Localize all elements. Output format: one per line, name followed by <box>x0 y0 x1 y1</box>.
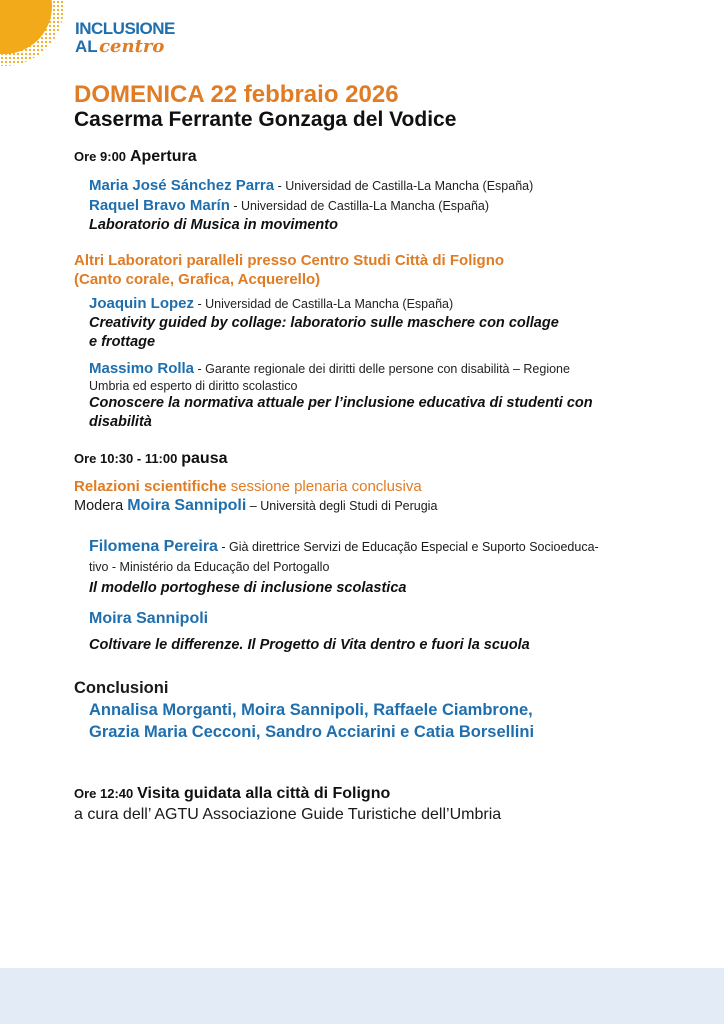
visit-time-line <box>74 783 684 804</box>
logo-cursive: centro <box>99 36 165 57</box>
logo-line1: INCLUSIONE <box>75 19 175 38</box>
conclusions-names-line2: Grazia Maria Cecconi, Sandro Acciarini e Catia Borsellini <box>89 723 535 741</box>
visit-label: Visita guidata alla città di Foligno <box>137 785 391 802</box>
parallel-header <box>74 251 684 289</box>
speaker-affiliation: tivo - Ministério da Educação del Portogallo <box>89 560 330 574</box>
speaker-affiliation: - Universidad de Castilla-La Mancha (España) <box>229 199 490 213</box>
moderator-affiliation: – Università degli Studi di Perugia <box>246 499 438 513</box>
speaker-affiliation-cont <box>89 558 684 577</box>
speaker-name: Raquel Bravo Marín <box>89 197 230 214</box>
speaker-row <box>89 176 684 196</box>
event-venue: Caserma Ferrante Gonzaga del Vodice <box>74 108 457 131</box>
talk-title-line2: e frottage <box>89 334 156 350</box>
conclusions-title: Conclusioni <box>74 679 169 697</box>
plenary-subtitle: sessione plenaria conclusiva <box>226 478 422 495</box>
opening-block <box>74 176 684 235</box>
speaker-name: Massimo Rolla <box>89 360 195 377</box>
speaker-name: Filomena Pereira <box>89 538 218 555</box>
event-date: DOMENICA 22 febbraio 2026 <box>74 81 399 108</box>
opening-time: Ore 9:00 <box>74 149 127 164</box>
plenary-speaker-block <box>74 536 684 598</box>
talk-title-line1: Creativity guided by collage: laboratorio sulle maschere con collage <box>89 315 559 331</box>
pause-label: pausa <box>181 450 228 467</box>
speaker-affiliation: - Già direttrice Servizi de Educação Especial e Suporto Socioeduca- <box>217 540 599 554</box>
talk-title: Il modello portoghese di inclusione scolastica <box>89 580 407 596</box>
logo-line2: AL centro <box>75 36 165 57</box>
speaker-name: Joaquin Lopez <box>89 295 194 312</box>
speaker-affiliation-cont <box>89 379 684 394</box>
moderator-prefix: Modera <box>74 498 128 514</box>
talk-title: Coltivare le differenze. Il Progetto di Vita dentro e fuori la scuola <box>89 637 530 653</box>
workshop-block <box>74 294 684 352</box>
speaker-row <box>89 294 684 314</box>
talk-title-line2: disabilità <box>89 414 152 430</box>
opening-time-line <box>74 146 684 167</box>
speaker-affiliation: - Universidad de Castilla-La Mancha (España) <box>274 179 534 193</box>
speaker-affiliation: - Garante regionale dei diritti delle persone con disabilità – Regione <box>194 362 570 376</box>
speaker-name: Moira Sannipoli <box>89 610 209 627</box>
moderator-line <box>74 496 684 516</box>
plenary-title: Relazioni scientifiche <box>74 478 227 495</box>
pause-time-line <box>74 448 684 469</box>
talk-title: Laboratorio di Musica in movimento <box>89 217 338 233</box>
opening-label: Apertura <box>129 148 197 165</box>
speaker-affiliation: - Universidad de Castilla-La Mancha (España) <box>194 297 454 311</box>
workshop-block <box>74 359 684 432</box>
parallel-title-line2: (Canto corale, Grafica, Acquerello) <box>74 271 321 288</box>
conclusions-names-line1: Annalisa Morganti, Moira Sannipoli, Raffaele Ciambrone, <box>89 701 533 719</box>
plenary-speaker-block <box>74 608 684 655</box>
sun-logo-graphic <box>0 0 64 72</box>
event-logo <box>75 20 175 56</box>
speaker-name: Maria José Sánchez Parra <box>89 177 275 194</box>
speaker-row <box>89 359 684 379</box>
program-content <box>74 82 684 826</box>
speaker-affiliation: Umbria ed esperto di diritto scolastico <box>89 379 298 393</box>
parallel-title-line1: Altri Laboratori paralleli presso Centro Studi Città di Foligno <box>74 252 505 269</box>
footer-band <box>0 968 724 1024</box>
moderator-name: Moira Sannipoli <box>127 497 247 514</box>
pause-time: Ore 10:30 - 11:00 <box>74 451 178 466</box>
speaker-row <box>89 196 684 216</box>
speaker-row <box>89 536 684 558</box>
visit-time: Ore 12:40 <box>74 786 134 801</box>
conclusions-block <box>74 699 684 743</box>
plenary-header <box>74 477 684 496</box>
talk-title-line1: Conoscere la normativa attuale per l’inclusione educativa di studenti con <box>89 395 593 411</box>
visit-subtitle: a cura dell’ AGTU Associazione Guide Turistiche dell’Umbria <box>74 806 502 823</box>
